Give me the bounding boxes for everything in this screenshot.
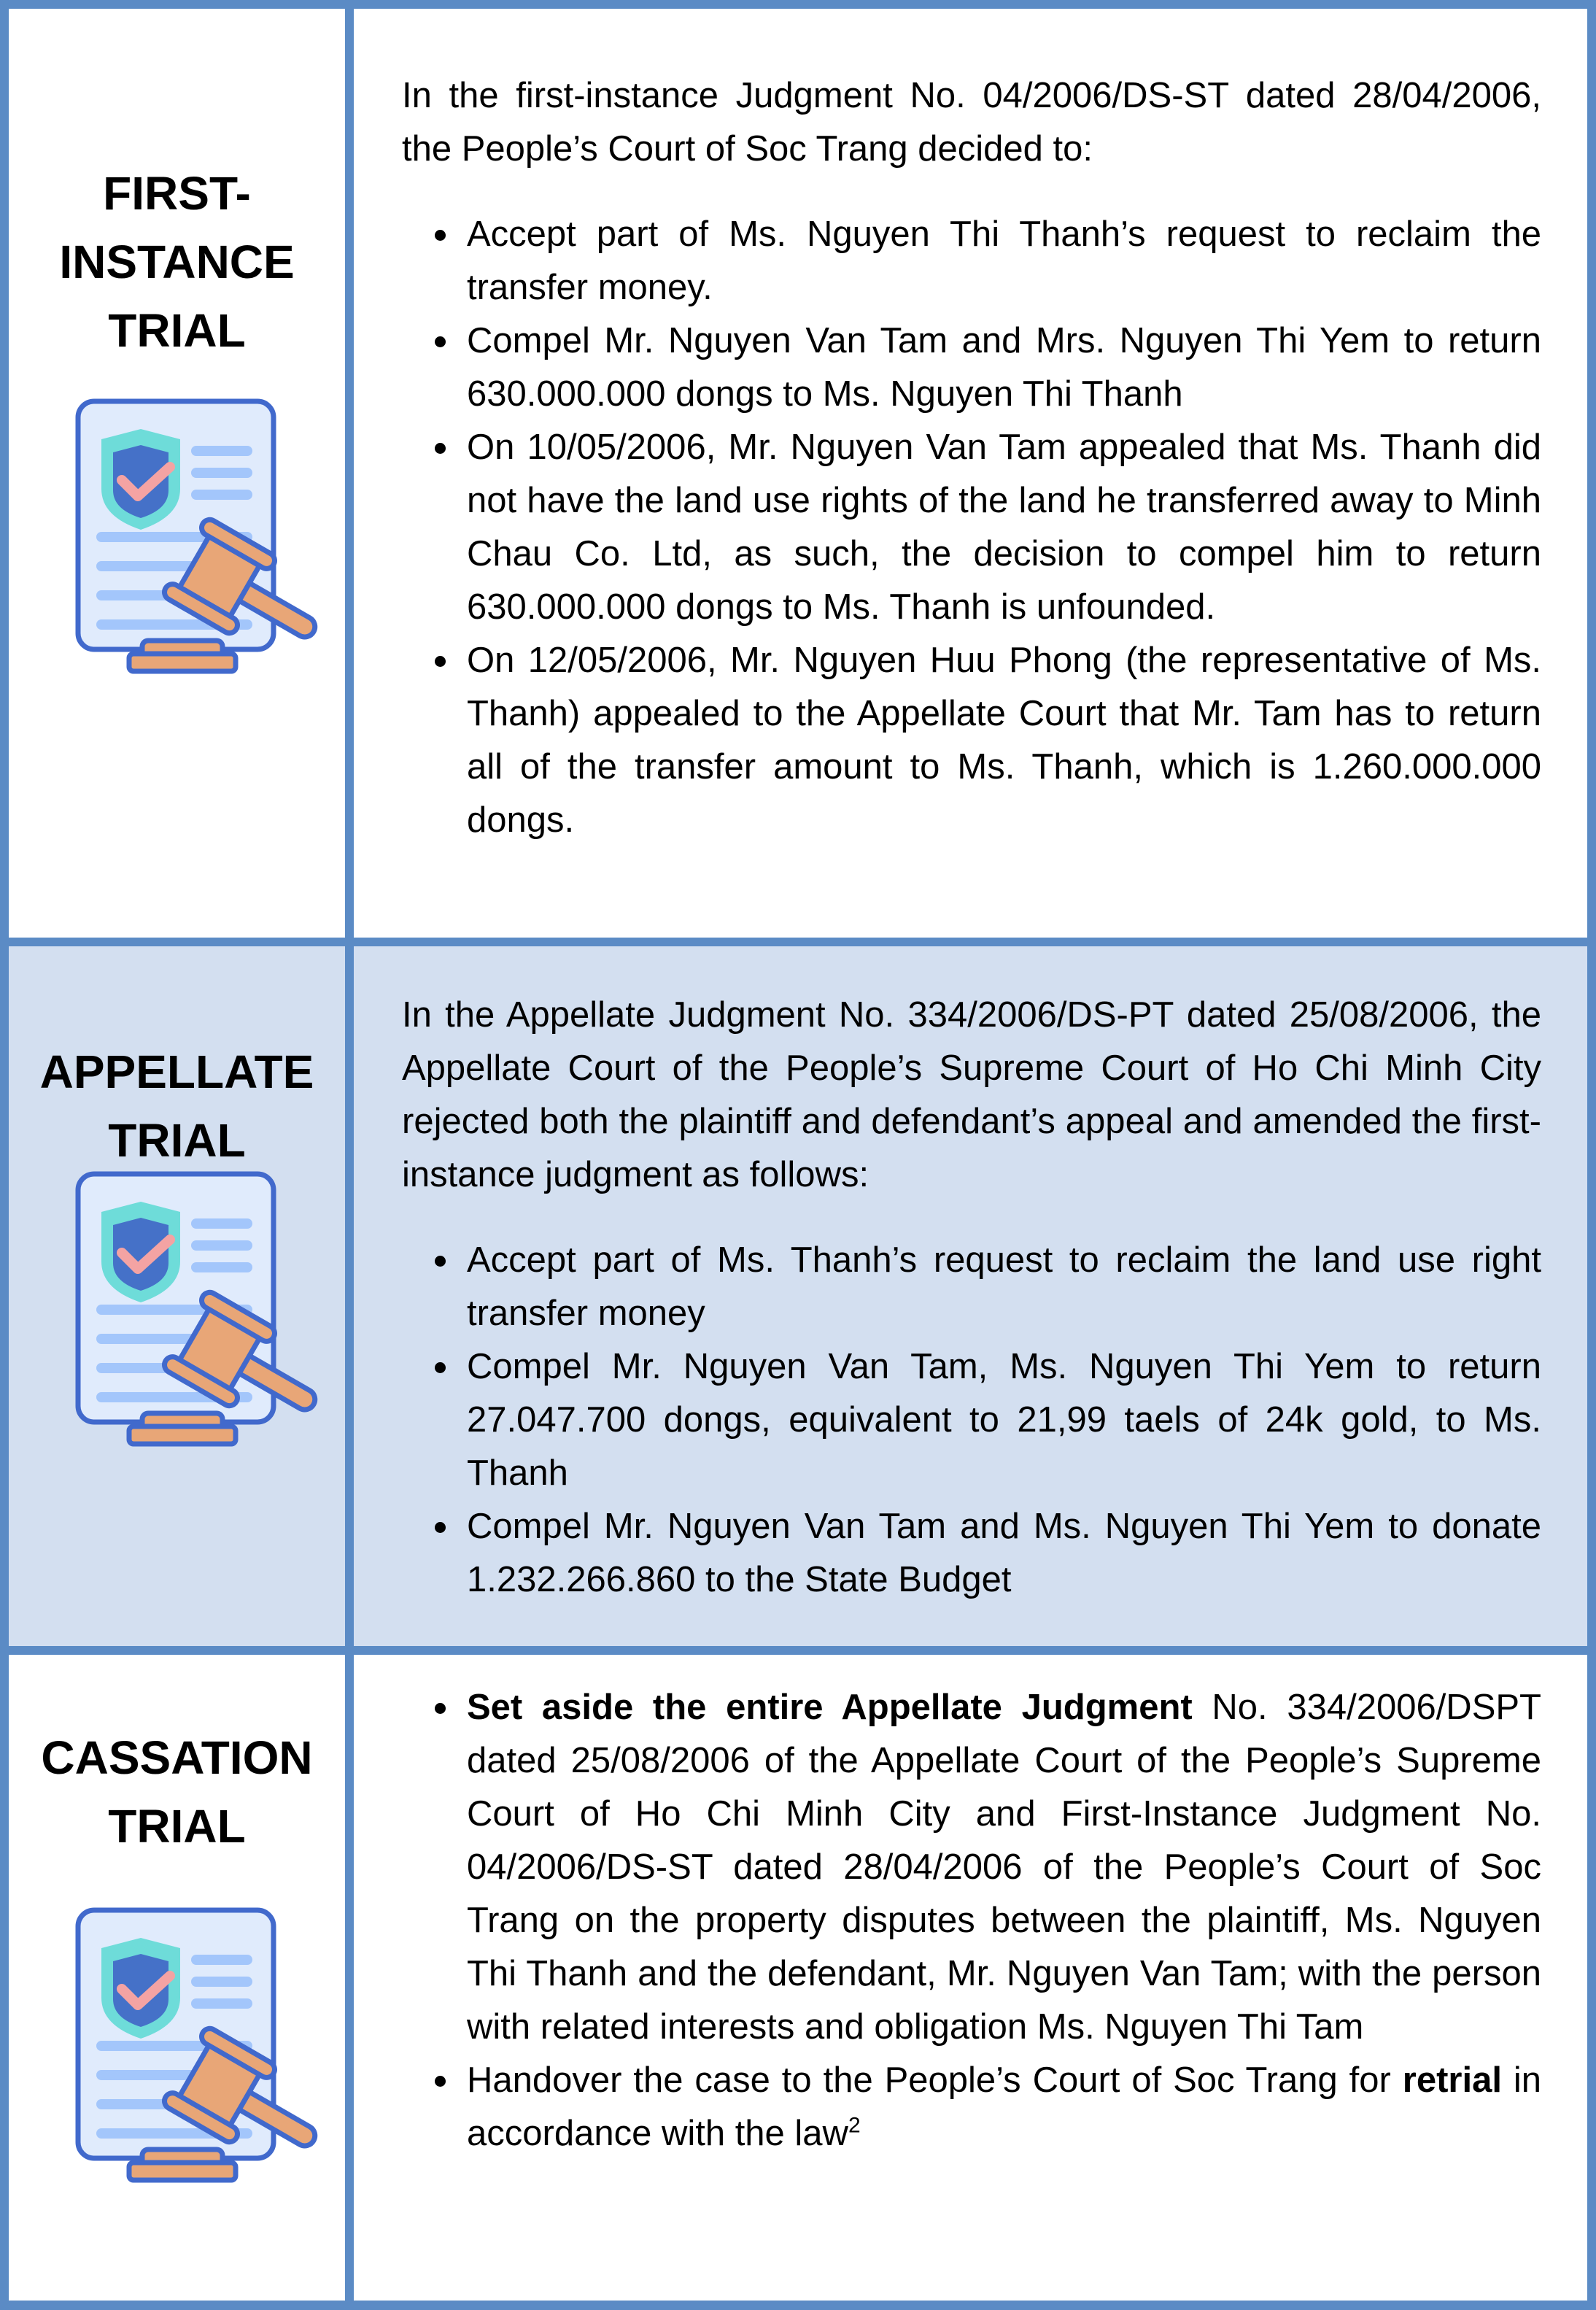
list-item: On 12/05/2006, Mr. Nguyen Huu Phong (the representative of Ms. Thanh) appealed to the Appellate Court that Mr. Tam has to return all of the transfer amount to Ms. Thanh, which is 1.260.000.000 dongs. [402,634,1541,847]
list-item: Compel Mr. Nguyen Van Tam and Ms. Nguyen Thi Yem to donate 1.232.266.860 to the State Budget [402,1500,1541,1607]
row-content-cell [354,9,1587,938]
legal-document-gavel-icon [71,394,326,686]
row-content-cell [354,946,1587,1646]
heading-cassation-trial [9,1723,345,1861]
row-cassation-trial [9,1655,1587,2301]
list-item [402,1681,1541,2054]
list-item-text: No. 334/2006/DSPT dated 25/08/2006 of the Appellate Court of the People’s Supreme Court of Ho Chi Minh City and First-Instance Judgment No. 04/2006/DS-ST dated 28/04/2006 of the People’s Court of Soc Trang on the property disputes between the plaintiff, Ms. Nguyen Thi Thanh and the defendant, Mr. Nguyen Van Tam; with the person with related interests and obligation Ms. Nguyen Thi Tam [467,1688,1541,2047]
list-item: Accept part of Ms. Thanh’s request to reclaim the land use right transfer money [402,1234,1541,1340]
heading-line: TRIAL [108,1114,246,1167]
heading-appellate-trial [9,1038,345,1175]
appellate-content [402,989,1541,1607]
row-first-instance-trial [9,9,1587,938]
first-instance-content [402,69,1541,847]
row-appellate-trial [9,946,1587,1646]
row-label-cell [9,946,345,1646]
row-label-cell [9,9,345,938]
legal-document-gavel-icon [71,1167,326,1459]
decision-list [402,208,1541,847]
list-item: On 10/05/2006, Mr. Nguyen Van Tam appealed that Ms. Thanh did not have the land use rights of the land he transferred away to Minh Chau Co. Ltd, as such, the decision to compel him to return 630.000.000 dongs to Ms. Thanh is unfounded. [402,421,1541,634]
list-item-text: Handover the case to the People’s Court of Soc Trang for [467,2060,1403,2100]
list-item: Compel Mr. Nguyen Van Tam and Mrs. Nguyen Thi Yem to return 630.000.000 dongs to Ms. Nguyen Thi Thanh [402,314,1541,421]
intro-paragraph: In the Appellate Judgment No. 334/2006/DS-PT dated 25/08/2006, the Appellate Court of the People’s Supreme Court of Ho Chi Minh City rejected both the plaintiff and defendant’s appeal and amended the first-instance judgment as follows: [402,995,1541,1194]
row-label-cell [9,1655,345,2301]
heading-first-instance-trial [9,159,345,365]
cassation-content [402,1681,1541,2160]
heading-line: INSTANCE [59,236,295,288]
decision-list [402,1234,1541,1607]
footnote-marker: 2 [848,2113,861,2138]
heading-line: FIRST- [103,167,251,220]
decision-list [402,1681,1541,2160]
list-item: Accept part of Ms. Nguyen Thi Thanh’s request to reclaim the transfer money. [402,208,1541,314]
list-item [402,2054,1541,2160]
row-content-cell [354,1655,1587,2301]
heading-line: TRIAL [108,304,246,357]
list-item: Compel Mr. Nguyen Van Tam, Ms. Nguyen Thi Yem to return 27.047.700 dongs, equivalent to 21,99 taels of 24k gold, to Ms. Thanh [402,1340,1541,1500]
heading-line: APPELLATE [39,1046,314,1098]
list-item-text: in accordance with the law [467,2060,1541,2153]
bold-text: Set aside the entire Appellate Judgment [467,1688,1193,1727]
legal-document-gavel-icon [71,1903,326,2195]
heading-line: CASSATION [41,1731,313,1784]
intro-paragraph: In the first-instance Judgment No. 04/2006/DS-ST dated 28/04/2006, the People’s Court of Soc Trang decided to: [402,76,1541,169]
heading-line: TRIAL [108,1800,246,1853]
bold-text: retrial [1402,2060,1502,2100]
